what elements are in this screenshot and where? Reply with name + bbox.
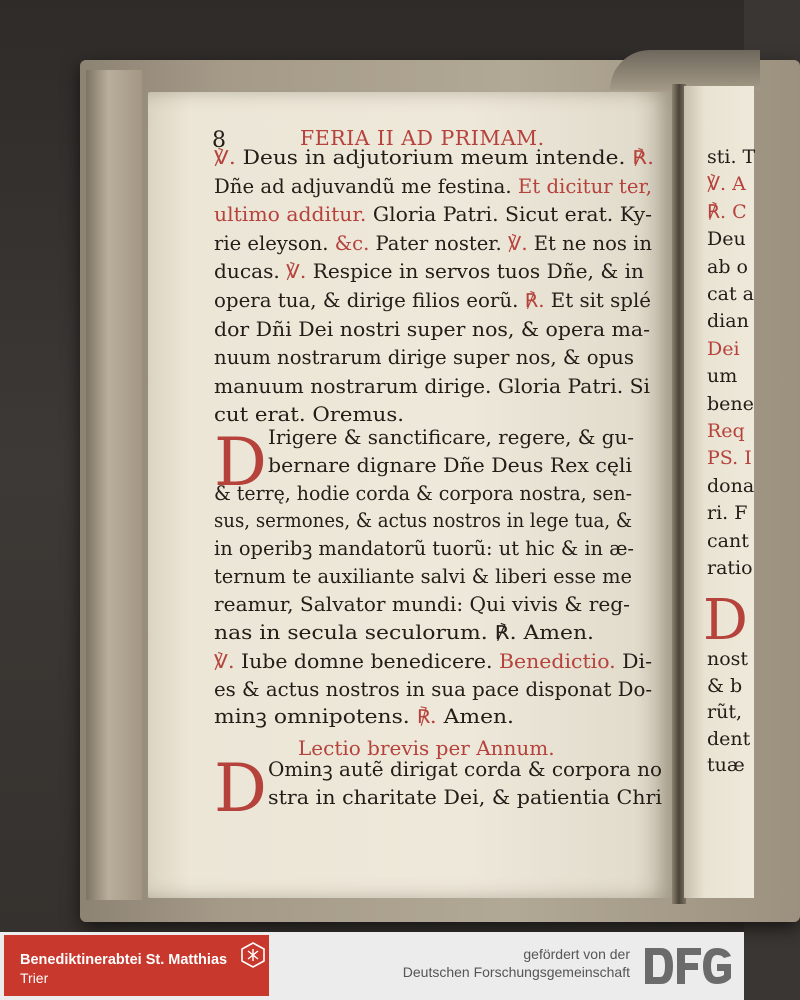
right-page-fragment: sti. T [707, 146, 756, 168]
funding-organization: Deutschen Forschungsgemeinschaft [402, 964, 630, 980]
rubric-text: ℣. [286, 260, 313, 284]
body-text: Gloria Patri. Sicut erat. Ky- [372, 203, 652, 227]
body-text: ducas. [214, 260, 287, 284]
right-page-fragment: ℣. A [707, 173, 746, 196]
right-page-fragment: ab o [707, 255, 748, 278]
body-text: Di- [615, 650, 652, 673]
right-page-fragment: cat a [707, 283, 754, 305]
body-text: Respice in servos tuos Dñe, & in [312, 260, 644, 284]
funding-label: gefördert von der [523, 946, 630, 962]
prayer-dropcap: D [214, 424, 267, 501]
body-text: rie eleyson. [214, 231, 335, 255]
text-line: Ominꝫ autẽ dirigat corda & corpora no [268, 758, 662, 781]
rubric-text: Et dicitur ter, [517, 174, 652, 198]
right-page-fragment: ℟. C [707, 200, 747, 223]
text-line: in operibꝫ mandatorũ tuorũ: ut hic & in æ- [214, 537, 634, 561]
text-line [214, 677, 652, 701]
text-line [214, 346, 634, 370]
body-text: dor Dñi Dei nostri super nos, & opera ma- [214, 317, 650, 341]
body-text: Deus in adjutorium meum intende. [242, 146, 633, 169]
right-page-fragment: dona [707, 474, 755, 497]
text-line [214, 317, 650, 341]
text-line: reamur, Salvator mundi: Qui vivis & reg- [214, 592, 630, 616]
body-text: Pater noster. [369, 231, 508, 255]
body-text: manuum nostrarum dirige. Gloria Patri. Si [214, 374, 650, 398]
text-line [214, 374, 650, 398]
institution-city: Trier [20, 970, 49, 986]
text-line: nas in secula seculorum. ℟. Amen. [214, 620, 594, 644]
lectio-dropcap: D [214, 750, 267, 827]
text-line: sus, sermones, & actus nostros in lege tua, & [214, 509, 632, 533]
text-line: Irigere & sanctificare, regere, & gu- [268, 426, 634, 449]
body-text: nuum nostrarum dirige super nos, & opus [214, 346, 634, 370]
text-line [214, 260, 644, 284]
text-line [214, 403, 404, 427]
body-text: Et sit splé [550, 289, 651, 312]
text-line [214, 174, 652, 198]
rubric-text: ℣. [214, 146, 243, 169]
institution-name: Benediktinerabtei St. Matthias [20, 952, 228, 968]
rubric-text: ultimo additur. [214, 203, 373, 227]
body-text: es & actus nostros in sua pace disponat Do- [214, 677, 652, 701]
right-page-fragment: rũt, [707, 701, 742, 723]
body-text: Iube domne benedicere. [240, 650, 499, 673]
text-line: ternum te auxiliante salvi & liberi esse me [214, 565, 632, 588]
right-page-fragment: Req [707, 420, 745, 442]
right-page-fragment: PS. I [707, 447, 752, 470]
right-page-fragment: cant [707, 529, 749, 552]
text-line [214, 203, 652, 227]
text-line: & terrę, hodie corda & corpora nostra, sen- [214, 481, 632, 505]
body-text: cut erat. Oremus. [214, 403, 404, 427]
rubric-text: ℟. [416, 705, 444, 728]
text-line: stra in charitate Dei, & patientia Chri [268, 786, 662, 809]
right-page-fragment: Deu [707, 228, 746, 251]
rubric-text: ℣. [507, 231, 534, 255]
body-text: Dñe ad adjuvandũ me festina. [214, 174, 518, 198]
right-page-fragment: dian [707, 310, 749, 333]
page-fore-edge [86, 70, 142, 900]
right-page-fragment: bene [707, 392, 754, 415]
abbey-logo-icon [240, 942, 266, 968]
body-text: Et ne nos in [533, 231, 652, 255]
right-page-fragment: & b [707, 674, 743, 697]
rubric-text: ℣. [214, 650, 241, 673]
rubric-text: ℟. [632, 146, 654, 169]
rubric-text: ℟. [524, 289, 551, 312]
right-page-fragment: nost [707, 648, 749, 670]
right-page-fragment: um [707, 365, 738, 388]
right-page-fragment: Dei [707, 337, 740, 360]
right-page-dropcap: D [703, 588, 748, 653]
section-title: Lectio brevis per Annum. [298, 736, 555, 760]
text-line [214, 707, 514, 726]
body-text: minꝫ omnipotens. [214, 705, 417, 728]
body-text: Amen. [443, 705, 514, 728]
rubric-text: Benedictio. [498, 650, 616, 673]
text-line [214, 291, 651, 310]
running-title: FERIA II AD PRIMAM. [300, 126, 545, 150]
text-line [214, 148, 654, 167]
text-line: bernare dignare Dñe Deus Rex cęli [268, 453, 632, 477]
rubric-text: &c. [334, 231, 370, 255]
right-page-fragment: ri. F [707, 502, 748, 525]
right-page-fragment: tuæ [707, 754, 745, 776]
text-line [214, 231, 652, 255]
dfg-logo-icon [641, 944, 735, 988]
right-page-fragment: ratio [707, 557, 753, 579]
text-line [214, 652, 652, 671]
right-page-fragment: dent [707, 727, 751, 750]
page-number: 8 [212, 128, 226, 153]
body-text: opera tua, & dirige filios eorũ. [214, 289, 525, 312]
